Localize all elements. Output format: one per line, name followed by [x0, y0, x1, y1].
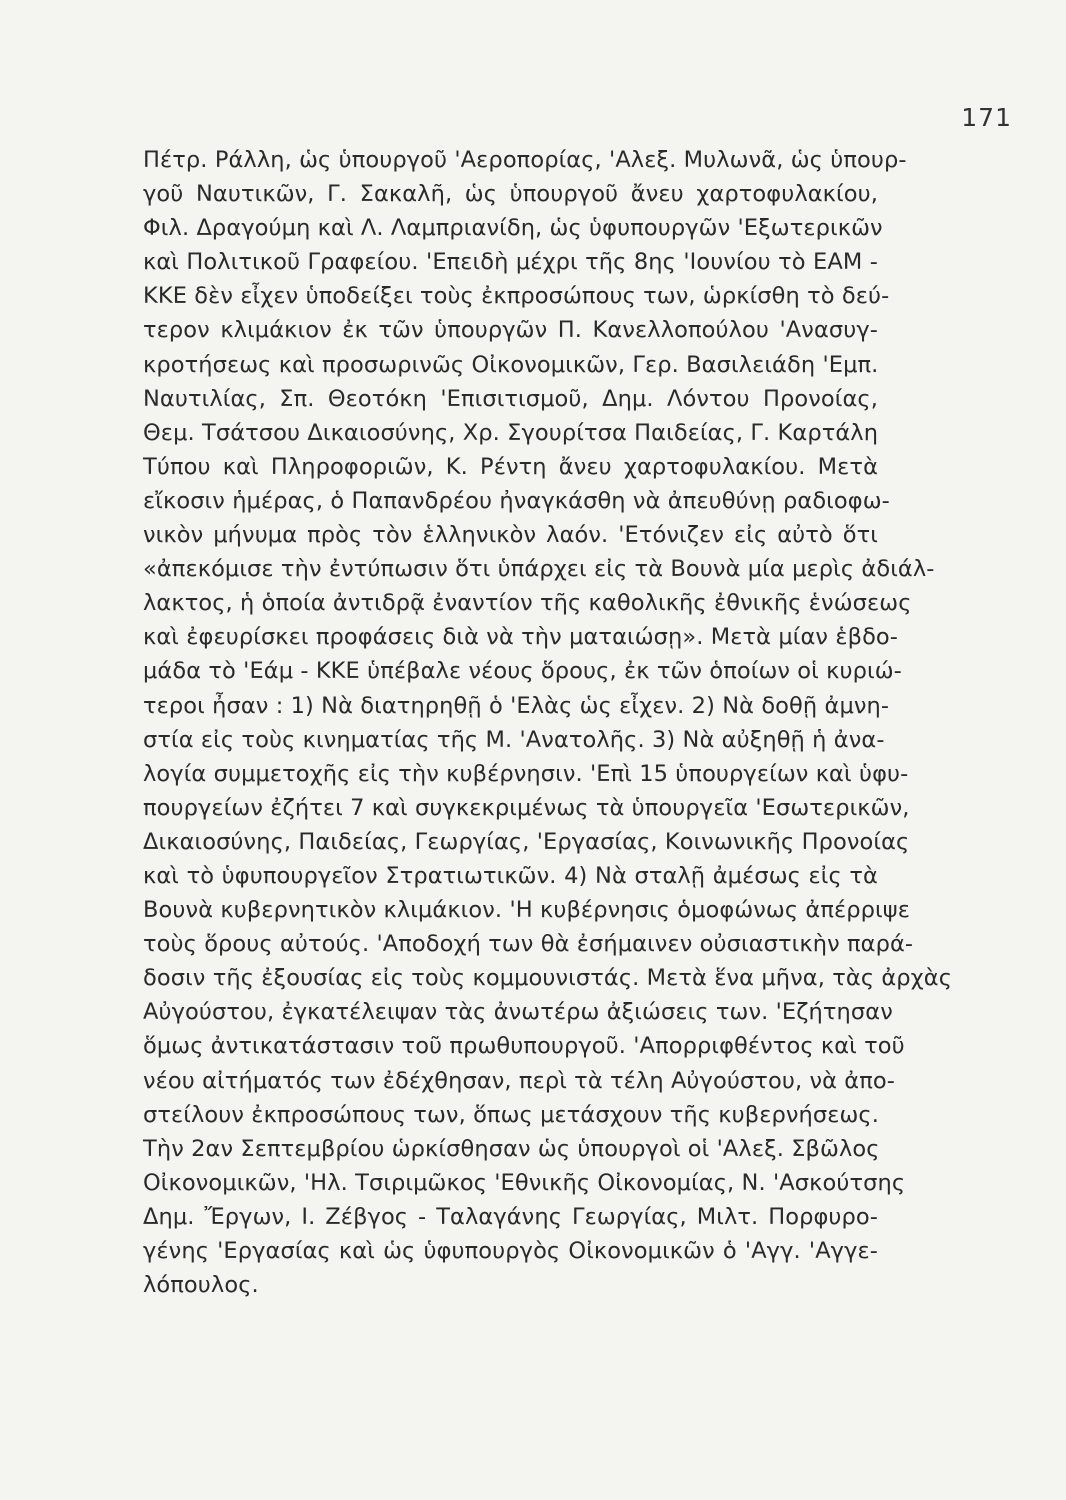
text-line: Δικαιοσύνης, Παιδείας, Γεωργίας, 'Εργασίας, Κοινωνικῆς Προνοίας [143, 828, 910, 855]
page-number: 171 [961, 103, 1012, 132]
text-line: νέου αἰτήματός των ἐδέχθησαν, περὶ τὰ τέλη Αὐγούστου, νὰ ἀπο- [143, 1067, 895, 1094]
text-line: Πέτρ. Ράλλη, ὡς ὑπουργοῦ 'Αεροπορίας, 'Αλεξ. Μυλωνᾶ, ὡς ὑπουρ- [143, 147, 907, 173]
text-line: καὶ ἐφευρίσκει προφάσεις διὰ νὰ τὴν ματαιώσῃ». Μετὰ μίαν ἑβδο- [143, 624, 899, 651]
body-text [143, 143, 953, 1302]
text-line: Βουνὰ κυβερνητικὸν κλιμάκιον. 'Η κυβέρνησις ὁμοφώνως ἀπέρριψε [143, 897, 910, 924]
text-line: ὅμως ἀντικατάστασιν τοῦ πρωθυπουργοῦ. 'Απορριφθέντος καὶ τοῦ [143, 1033, 905, 1060]
text-line: στείλουν ἐκπροσώπους των, ὅπως μετάσχουν τῆς κυβερνήσεως. [143, 1101, 879, 1128]
text-line: κροτήσεως καὶ προσωρινῶς Οἰκονομικῶν, Γερ. Βασιλειάδη 'Εμπ. [143, 351, 879, 378]
text-line: στία εἰς τοὺς κινηματίας τῆς Μ. 'Ανατολῆς. 3) Νὰ αὐξηθῇ ἡ ἀνα- [143, 726, 885, 753]
text-line: Φιλ. Δραγούμη καὶ Λ. Λαμπριανίδη, ὡς ὑφυπουργῶν 'Εξωτερικῶν [143, 215, 883, 242]
text-line: μάδα τὸ 'Εάμ - ΚΚΕ ὑπέβαλε νέους ὅρους, ἐκ τῶν ὁποίων οἱ κυριώ- [143, 658, 902, 685]
text-line: καὶ τὸ ὑφυπουργεῖον Στρατιωτικῶν. 4) Νὰ σταλῇ ἀμέσως εἰς τὰ [143, 862, 878, 889]
text-line: Τύπου καὶ Πληροφοριῶν, Κ. Ρέντη ἄνευ χαρτοφυλακίου. Μετὰ [143, 453, 878, 480]
text-line: λόπουλος. [143, 1272, 259, 1299]
text-line: τερον κλιμάκιον ἐκ τῶν ὑπουργῶν Π. Κανελλοπούλου 'Ανασυγ- [143, 317, 878, 344]
text-line: λογία συμμετοχῆς εἰς τὴν κυβέρνησιν. 'Επὶ 15 ὑπουργείων καὶ ὑφυ- [143, 760, 909, 787]
text-line: ΚΚΕ δὲν εἶχεν ὑποδείξει τοὺς ἐκπροσώπους των, ὡρκίσθη τὸ δεύ- [143, 283, 890, 310]
text-line: «ἀπεκόμισε τὴν ἐντύπωσιν ὅτι ὑπάρχει εἰς τὰ Βουνὰ μία μερὶς ἀδιάλ- [143, 556, 935, 583]
text-line: Ναυτιλίας, Σπ. Θεοτόκη 'Επισιτισμοῦ, Δημ. Λόντου Προνοίας, [143, 385, 878, 412]
text-line: τεροι ἦσαν : 1) Νὰ διατηρηθῇ ὁ 'Ελὰς ὡς εἶχεν. 2) Νὰ δοθῇ ἀμνη- [143, 692, 890, 719]
text-line: νικὸν μήνυμα πρὸς τὸν ἑλληνικὸν λαόν. 'Ετόνιζεν εἰς αὐτὸ ὅτι [143, 522, 878, 549]
text-line: Αὐγούστου, ἐγκατέλειψαν τὰς ἀνωτέρω ἀξιώσεις των. 'Εζήτησαν [143, 999, 893, 1026]
text-line: Θεμ. Τσάτσου Δικαιοσύνης, Χρ. Σγουρίτσα Παιδείας, Γ. Καρτάλη [143, 419, 879, 446]
text-line: γένης 'Εργασίας καὶ ὡς ὑφυπουργὸς Οἰκονομικῶν ὁ 'Αγγ. 'Αγγε- [143, 1238, 878, 1264]
text-line: δοσιν τῆς ἐξουσίας εἰς τοὺς κομμουνιστάς. Μετὰ ἕνα μῆνα, τὰς ἀρχὰς [143, 965, 953, 992]
text-line: Δημ. Ἔργων, Ι. Ζέβγος - Ταλαγάνης Γεωργίας, Μιλτ. Πορφυρο- [143, 1203, 878, 1230]
text-line: λακτος, ἡ ὁποία ἀντιδρᾷ ἐναντίον τῆς καθολικῆς ἐθνικῆς ἑνώσεως [143, 590, 912, 617]
text-line: Οἰκονομικῶν, 'Ηλ. Τσιριμῶκος 'Εθνικῆς Οἰκονομίας, Ν. 'Ασκούτσης [143, 1169, 906, 1196]
text-line: πουργείων ἐζήτει 7 καὶ συγκεκριμένως τὰ ὑπουργεῖα 'Εσωτερικῶν, [143, 794, 910, 821]
text-line: τοὺς ὅρους αὐτούς. 'Αποδοχή των θὰ ἐσήμαινεν οὐσιαστικὴν παρά- [143, 931, 914, 958]
text-line: καὶ Πολιτικοῦ Γραφείου. 'Επειδὴ μέχρι τῆς 8ης 'Ιουνίου τὸ ΕΑΜ - [143, 249, 878, 276]
text-line: γοῦ Ναυτικῶν, Γ. Σακαλῆ, ὡς ὑπουργοῦ ἄνευ χαρτοφυλακίου, [143, 181, 878, 208]
text-line: Τὴν 2αν Σεπτεμβρίου ὡρκίσθησαν ὡς ὑπουργοὶ οἱ 'Αλεξ. Σβῶλος [143, 1135, 880, 1162]
text-line: εἴκοσιν ἡμέρας, ὁ Παπανδρέου ἠναγκάσθη νὰ ἀπευθύνῃ ραδιοφω- [143, 487, 890, 514]
